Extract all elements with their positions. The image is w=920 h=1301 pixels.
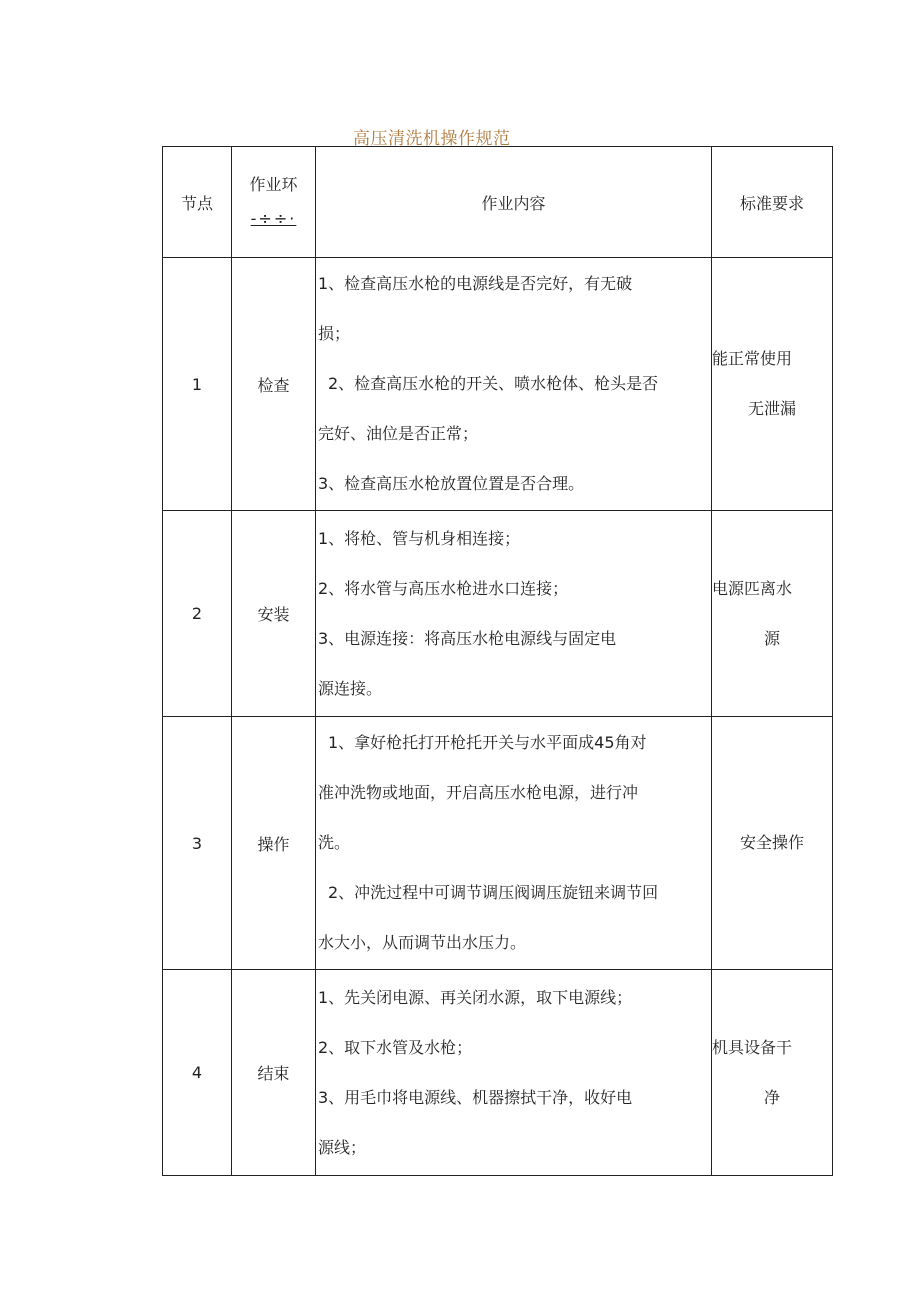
document-title: 高压清洗机操作规范 bbox=[353, 129, 511, 149]
content-line: 源线； bbox=[318, 1137, 367, 1157]
content-line: 2、检查高压水枪的开关、喷水枪体、枪头是否 bbox=[328, 374, 659, 393]
content-line: 3、用毛巾将电源线、机器擦拭干净，收好电 bbox=[318, 1087, 633, 1107]
content-line: 2、取下水管及水枪； bbox=[318, 1037, 473, 1057]
content-line: 1、将枪、管与机身相连接； bbox=[318, 528, 521, 548]
header-stage-line2: -÷÷· bbox=[250, 209, 297, 228]
table-row bbox=[163, 970, 833, 1176]
content-line: 1、拿好枪托打开枪托开关与水平面成45角对 bbox=[328, 733, 647, 752]
content-line: 准冲洗物或地面，开启高压水枪电源，进行冲 bbox=[318, 783, 639, 802]
row-node: 2 bbox=[163, 511, 232, 717]
row-standard bbox=[712, 717, 833, 970]
operation-spec-table bbox=[162, 146, 833, 1176]
row-standard bbox=[712, 258, 833, 511]
row-standard bbox=[712, 511, 833, 717]
row-content bbox=[316, 511, 712, 717]
standard-line: 源 bbox=[763, 628, 780, 648]
row-stage: 结束 bbox=[232, 970, 316, 1176]
content-line: 水大小，从而调节出水压力。 bbox=[318, 933, 527, 952]
content-line: 完好、油位是否正常； bbox=[318, 424, 479, 443]
row-node: 1 bbox=[163, 258, 232, 511]
standard-line: 净 bbox=[763, 1087, 780, 1107]
content-line: 1、先关闭电源、再关闭水源，取下电源线； bbox=[318, 987, 633, 1007]
content-line: 3、电源连接：将高压水枪电源线与固定电 bbox=[318, 628, 617, 648]
content-line: 3、检查高压水枪放置位置是否合理。 bbox=[318, 474, 585, 493]
header-content: 作业内容 bbox=[316, 147, 712, 258]
table-row bbox=[163, 717, 833, 970]
standard-line: 安全操作 bbox=[739, 833, 804, 852]
table-row bbox=[163, 258, 833, 511]
standard-line: 能正常使用 bbox=[712, 349, 793, 368]
row-stage: 安装 bbox=[232, 511, 316, 717]
header-stage-line1: 作业环 bbox=[249, 175, 298, 194]
header-standard: 标准要求 bbox=[712, 147, 833, 258]
row-content bbox=[316, 970, 712, 1176]
table-row bbox=[163, 511, 833, 717]
standard-line: 电源匹离水 bbox=[712, 578, 793, 598]
content-line: 1、检查高压水枪的电源线是否完好，有无破 bbox=[318, 274, 633, 293]
standard-line: 无泄漏 bbox=[747, 399, 796, 418]
row-standard bbox=[712, 970, 833, 1176]
content-line: 洗。 bbox=[318, 833, 351, 852]
content-line: 损； bbox=[318, 324, 351, 343]
row-content bbox=[316, 258, 712, 511]
row-content bbox=[316, 717, 712, 970]
table-header-row bbox=[163, 147, 833, 258]
standard-line: 机具设备干 bbox=[712, 1037, 793, 1057]
content-line: 2、冲洗过程中可调节调压阀调压旋钮来调节回 bbox=[328, 883, 659, 902]
row-node: 4 bbox=[163, 970, 232, 1176]
content-line: 2、将水管与高压水枪进水口连接； bbox=[318, 578, 569, 598]
content-line: 源连接。 bbox=[318, 678, 383, 698]
header-stage bbox=[232, 147, 316, 258]
header-node: 节点 bbox=[163, 147, 232, 258]
row-node: 3 bbox=[163, 717, 232, 970]
row-stage: 检查 bbox=[232, 258, 316, 511]
row-stage: 操作 bbox=[232, 717, 316, 970]
